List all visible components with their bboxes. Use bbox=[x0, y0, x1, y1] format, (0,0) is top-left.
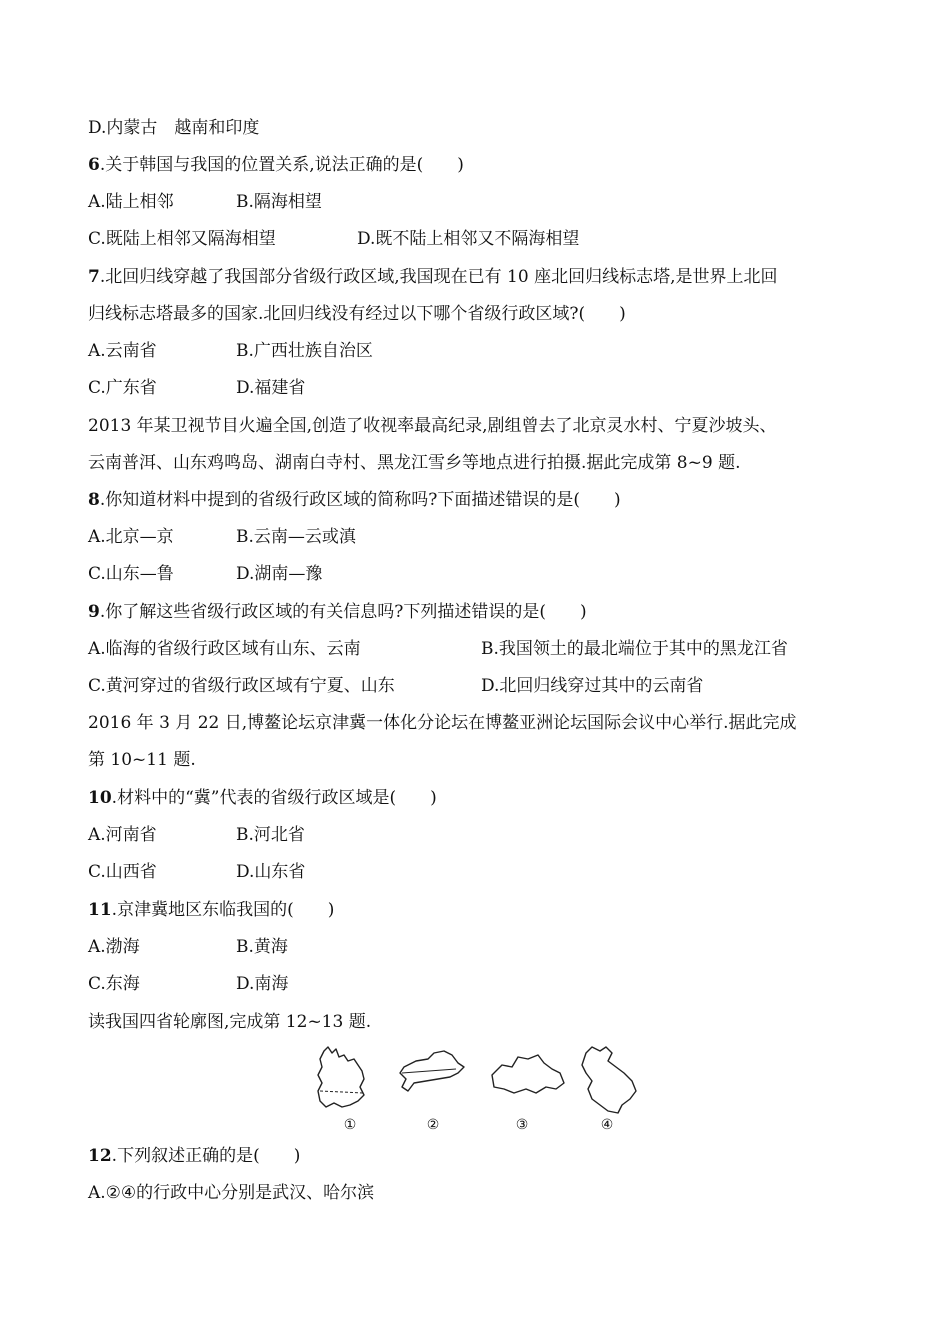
province-outline-2-river bbox=[402, 1069, 456, 1073]
province-outline-4 bbox=[582, 1047, 636, 1113]
option-10a: A.河南省 bbox=[88, 825, 157, 845]
map-label-2: ② bbox=[426, 1117, 440, 1133]
question-number: 10 bbox=[88, 788, 112, 808]
option-12a: A.②④的行政中心分别是武汉、哈尔滨 bbox=[88, 1183, 375, 1203]
province-outline-1-line bbox=[320, 1091, 364, 1093]
option-11c: C.东海 bbox=[88, 974, 140, 994]
material-2-cont: 第 10~11 题. bbox=[88, 750, 196, 770]
question-9 bbox=[88, 601, 587, 623]
option-7a: A.云南省 bbox=[88, 341, 157, 361]
option-7c: C.广东省 bbox=[88, 378, 157, 398]
province-outline-3 bbox=[492, 1055, 564, 1093]
option-10b: B.河北省 bbox=[236, 825, 305, 845]
option-9d: D.北回归线穿过其中的云南省 bbox=[481, 676, 704, 696]
province-outline-figure bbox=[306, 1043, 646, 1138]
question-text: .京津冀地区东临我国的( ) bbox=[111, 900, 335, 920]
question-text: .材料中的“冀”代表的省级行政区域是( ) bbox=[111, 788, 437, 808]
option-6d: D.既不陆上相邻又不隔海相望 bbox=[357, 229, 580, 249]
question-12 bbox=[88, 1145, 300, 1167]
option-10d: D.山东省 bbox=[236, 862, 306, 882]
question-number: 9 bbox=[88, 602, 100, 622]
option-8b: B.云南—云或滇 bbox=[236, 527, 356, 547]
option-6a: A.陆上相邻 bbox=[88, 192, 174, 212]
option-9b: B.我国领土的最北端位于其中的黑龙江省 bbox=[481, 639, 788, 659]
question-7 bbox=[88, 266, 778, 288]
question-7-cont: 归线标志塔最多的国家.北回归线没有经过以下哪个省级行政区域?( ) bbox=[88, 304, 626, 324]
map-label-4: ④ bbox=[600, 1117, 614, 1133]
question-text: .北回归线穿越了我国部分省级行政区域,我国现在已有 10 座北回归线标志塔,是世界上北回 bbox=[99, 267, 778, 287]
question-number: 7 bbox=[88, 267, 100, 287]
option-8d: D.湖南—豫 bbox=[236, 564, 323, 584]
question-number: 11 bbox=[88, 900, 112, 920]
map-label-1: ① bbox=[343, 1117, 357, 1133]
question-6 bbox=[88, 154, 464, 176]
option-9a: A.临海的省级行政区域有山东、云南 bbox=[88, 639, 361, 659]
option-9c: C.黄河穿过的省级行政区域有宁夏、山东 bbox=[88, 676, 395, 696]
question-text: .下列叙述正确的是( ) bbox=[111, 1146, 301, 1166]
option-7d: D.福建省 bbox=[236, 378, 306, 398]
question-text: .关于韩国与我国的位置关系,说法正确的是( ) bbox=[99, 155, 464, 175]
option-8c: C.山东—鲁 bbox=[88, 564, 174, 584]
question-8 bbox=[88, 489, 621, 511]
option-11a: A.渤海 bbox=[88, 937, 140, 957]
material-2: 2016 年 3 月 22 日,博鳌论坛京津冀一体化分论坛在博鳌亚洲论坛国际会议中心举行.据此完成 bbox=[88, 713, 797, 733]
question-number: 8 bbox=[88, 490, 100, 510]
question-number: 6 bbox=[88, 155, 100, 175]
option-8a: A.北京—京 bbox=[88, 527, 174, 547]
option-11d: D.南海 bbox=[236, 974, 289, 994]
option-6c: C.既陆上相邻又隔海相望 bbox=[88, 229, 276, 249]
question-text: .你了解这些省级行政区域的有关信息吗?下列描述错误的是( ) bbox=[99, 602, 587, 622]
material-1: 2013 年某卫视节目火遍全国,创造了收视率最高纪录,剧组曾去了北京灵水村、宁夏沙坡头、 bbox=[88, 416, 777, 436]
option-6b: B.隔海相望 bbox=[236, 192, 322, 212]
question-number: 12 bbox=[88, 1146, 112, 1166]
option-11b: B.黄海 bbox=[236, 937, 288, 957]
option-d-prev: D.内蒙古 越南和印度 bbox=[88, 118, 260, 138]
question-10 bbox=[88, 787, 437, 809]
material-1-cont: 云南普洱、山东鸡鸣岛、湖南白寺村、黑龙江雪乡等地点进行拍摄.据此完成第 8~9 题. bbox=[88, 453, 741, 473]
option-10c: C.山西省 bbox=[88, 862, 157, 882]
map-label-3: ③ bbox=[515, 1117, 529, 1133]
material-3: 读我国四省轮廓图,完成第 12~13 题. bbox=[88, 1012, 372, 1032]
province-outline-1 bbox=[318, 1047, 364, 1107]
question-text: .你知道材料中提到的省级行政区域的简称吗?下面描述错误的是( ) bbox=[99, 490, 621, 510]
option-7b: B.广西壮族自治区 bbox=[236, 341, 373, 361]
question-11 bbox=[88, 899, 334, 921]
